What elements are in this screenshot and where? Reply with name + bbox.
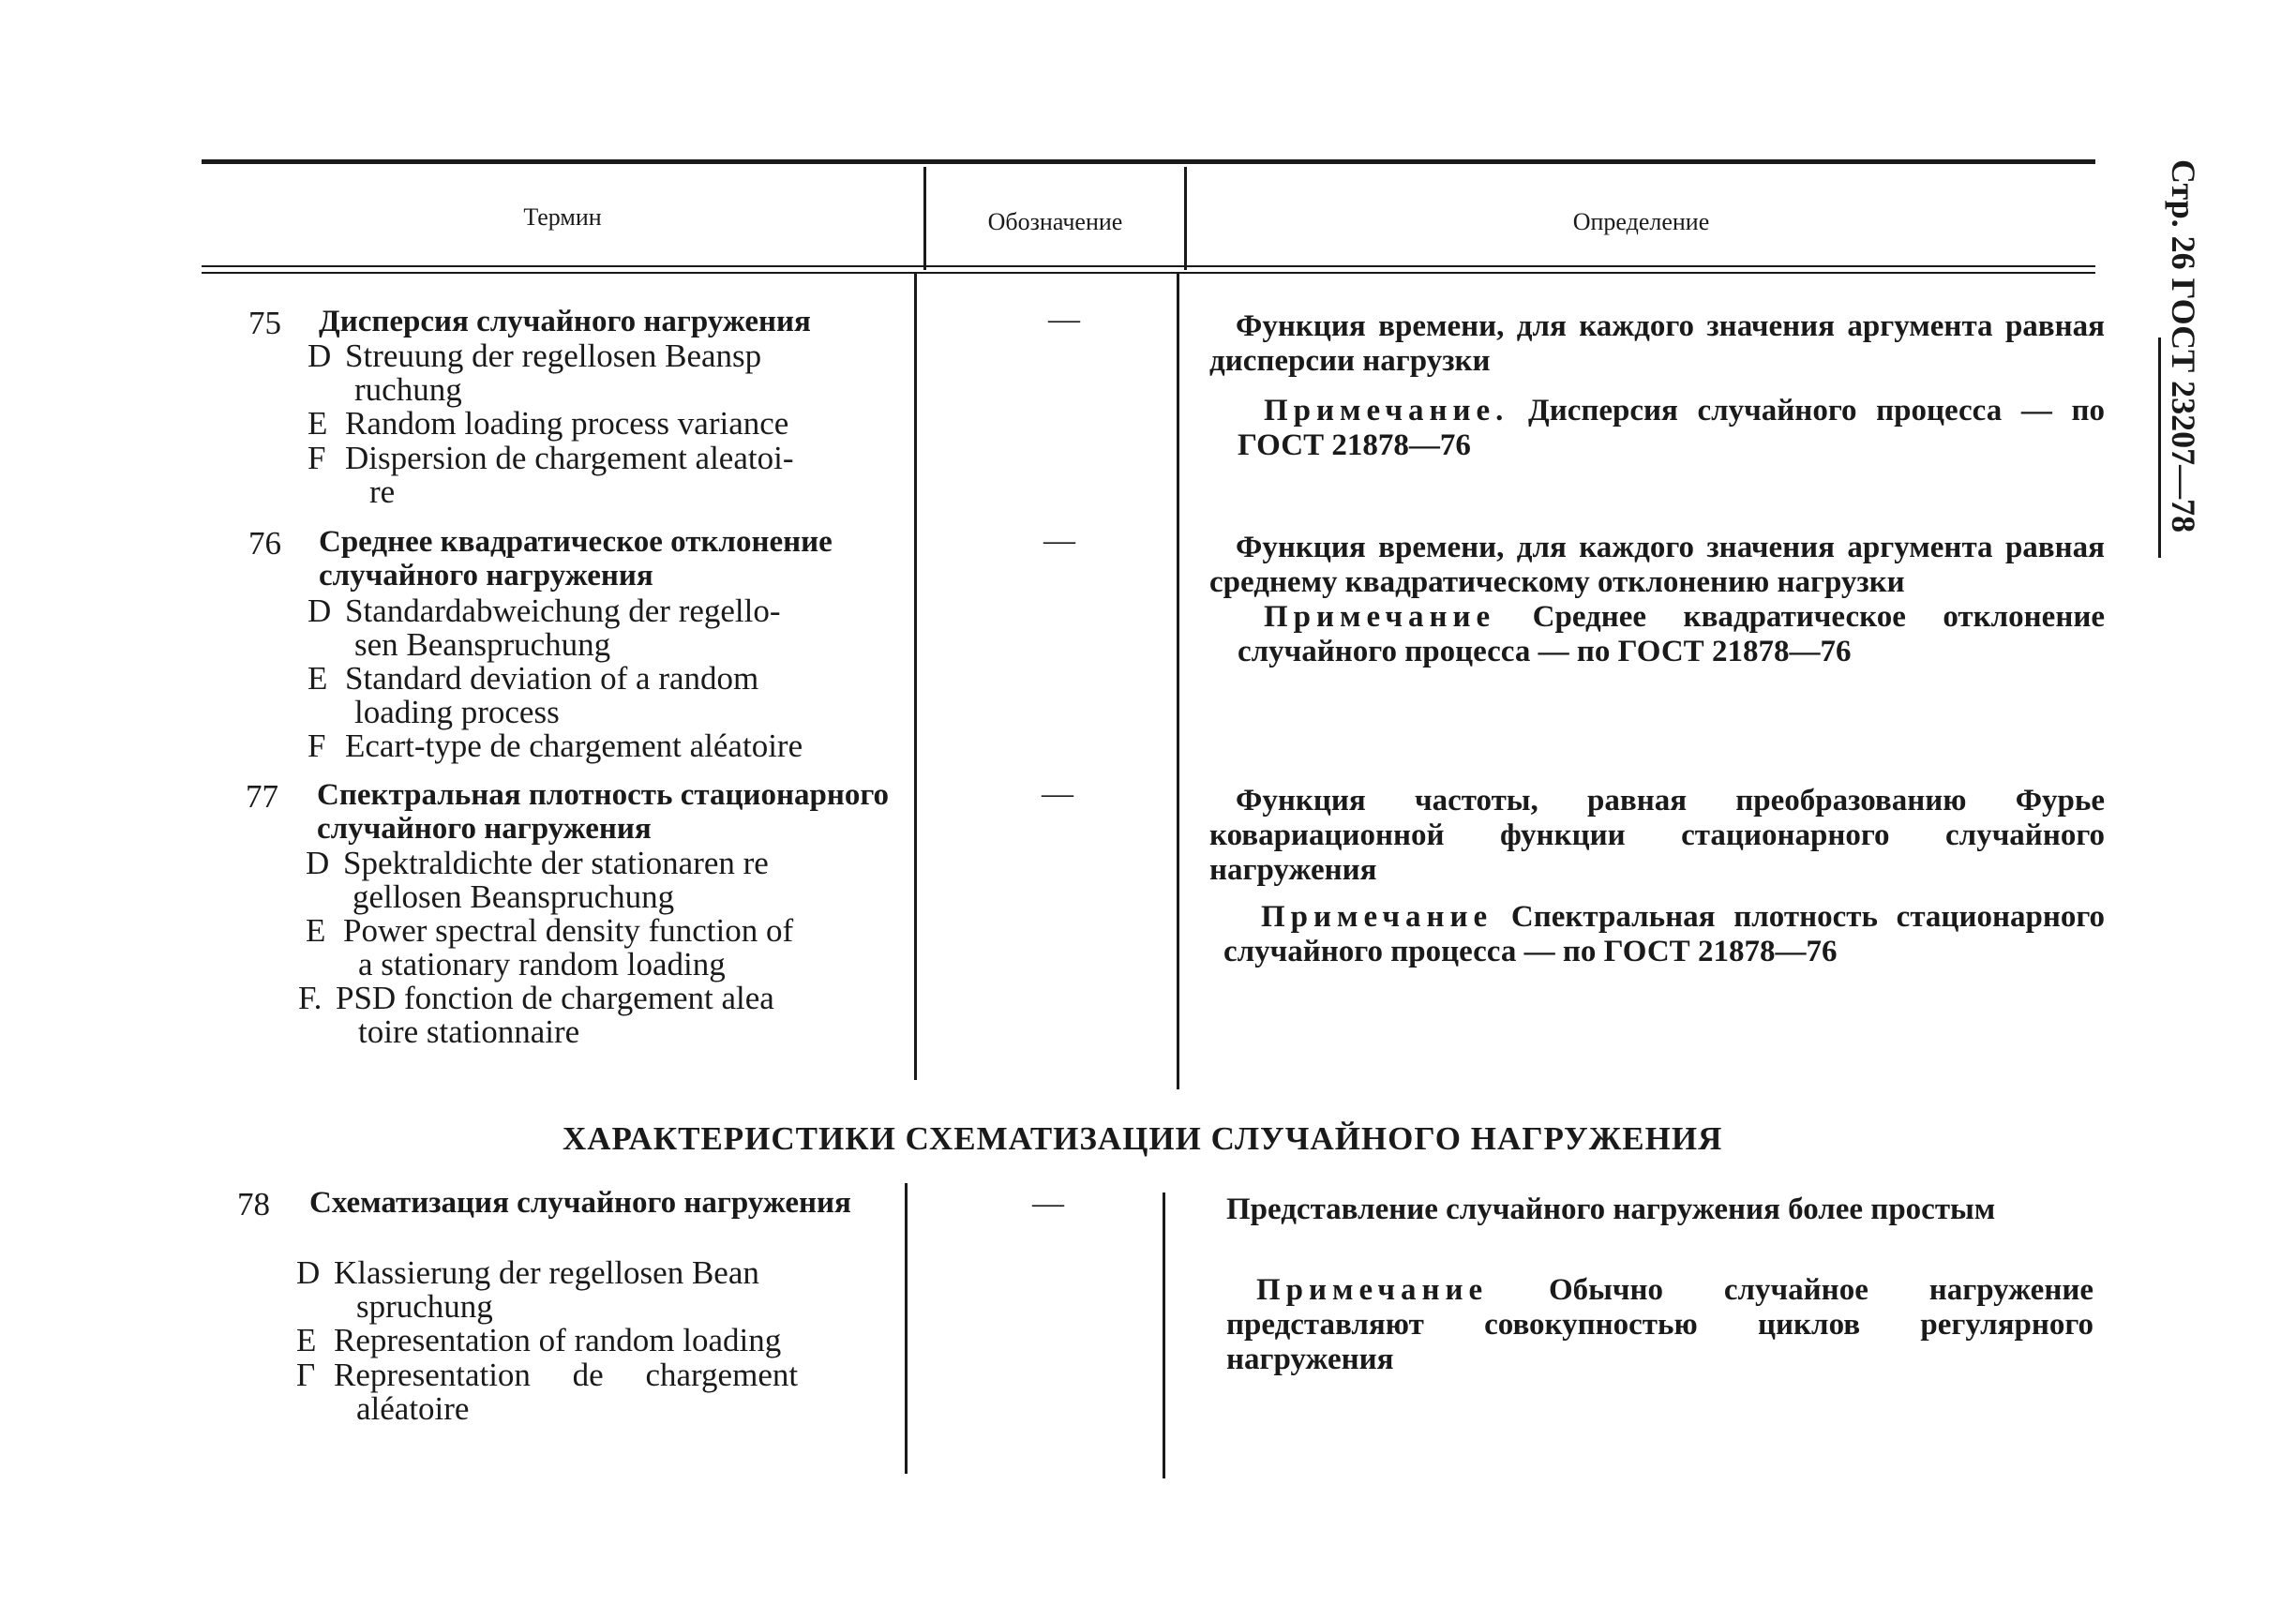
term-number: 76: [248, 525, 281, 562]
note-text: Спектральная плотность стационарного случайного процесса — по ГОСТ 21878—76: [1223, 900, 2105, 968]
term-english: [308, 662, 908, 729]
term-german: [308, 339, 908, 407]
lang-code: Г: [296, 1357, 316, 1393]
term-text: Standard deviation of a random: [345, 660, 759, 697]
body-separator-1: [914, 274, 917, 1080]
term-russian: Спектральная плотность стационарного случайного нагружения: [317, 778, 890, 846]
term-french: [298, 982, 908, 1049]
term-german: [308, 594, 908, 662]
lower-separator-2: [1163, 1192, 1165, 1478]
term-french: [308, 729, 917, 763]
lang-code: F: [308, 728, 326, 764]
header-bottom-rule-1: [202, 265, 2095, 267]
running-header: Стр. 26 ГОСТ 23207—78: [2165, 159, 2202, 533]
term-english: [296, 1324, 906, 1358]
term-text-cont: gellosen Beanspruchung: [353, 878, 675, 915]
term-text-cont: ruchung: [354, 371, 462, 408]
term-german: [306, 847, 906, 914]
definition: Функция времени, для каждого значения аргумента равная среднему квадратическому отклонению нагрузки: [1209, 531, 2105, 599]
term-number: 77: [246, 778, 278, 815]
term-text: Random loading process variance: [345, 405, 789, 442]
designation-dash: —: [1048, 302, 1080, 337]
note-label: Примечание.: [1264, 394, 1509, 428]
lang-code: E: [296, 1322, 317, 1358]
term-number: 78: [237, 1186, 270, 1222]
term-number: 75: [248, 305, 281, 341]
definition-note: [1226, 1273, 2093, 1377]
note-label: Примечание: [1264, 600, 1496, 634]
definition: Функция времени, для каждого значения аргумента равная дисперсии нагрузки: [1209, 309, 2105, 378]
term-text-cont: a stationary random loading: [358, 946, 726, 982]
section-title: ХАРАКТЕРИСТИКИ СХЕМАТИЗАЦИИ СЛУЧАЙНОГО НАГРУЖЕНИЯ: [563, 1120, 1723, 1157]
header-term: Термин: [523, 203, 602, 231]
term-english: [308, 407, 917, 441]
note-text: Дисперсия случайного процесса — по ГОСТ 21878—76: [1238, 394, 2105, 462]
term-text-cont: sen Beanspruchung: [354, 626, 611, 663]
term-text: Power spectral density function of: [343, 912, 794, 949]
lang-code: E: [308, 660, 328, 697]
term-text: Representation of random loading: [334, 1322, 782, 1358]
lang-code: D: [306, 845, 330, 881]
designation-dash: —: [1043, 523, 1075, 558]
term-text: Representation de chargement: [334, 1357, 799, 1393]
definition-note: [1238, 394, 2105, 463]
definition-note: [1223, 900, 2105, 969]
term-french: [296, 1358, 896, 1426]
term-russian: Среднее квадратическое отклонение случайного нагружения: [319, 525, 833, 592]
term-text: Klassierung der regellosen Bean: [334, 1254, 759, 1291]
term-text: Streuung der regellosen Beansp: [345, 338, 762, 374]
term-text-cont: aléatoire: [356, 1390, 470, 1427]
header-bottom-rule-2: [202, 272, 2095, 274]
note-label: Примечание: [1256, 1273, 1489, 1307]
note-text: Среднее квадратическое отклонение случайного процесса — по ГОСТ 21878—76: [1238, 600, 2105, 668]
term-text: Spektraldichte der stationaren re: [343, 845, 769, 881]
lang-code: F.: [298, 980, 323, 1016]
term-text: Dispersion de chargement aleatoi-: [345, 440, 794, 476]
term-text-cont: re: [369, 473, 396, 510]
lang-code: E: [306, 912, 326, 949]
definition-note: [1238, 600, 2105, 669]
term-russian: Дисперсия случайного нагружения: [319, 305, 811, 338]
lang-code: E: [308, 405, 328, 442]
term-text: Standardabweichung der regello-: [345, 592, 781, 629]
designation-dash: —: [1042, 776, 1073, 811]
header-designation: Обозначение: [987, 208, 1123, 235]
term-french: [308, 442, 908, 509]
definition: Представление случайного нагружения более простым: [1226, 1192, 1996, 1226]
lang-code: D: [308, 338, 332, 374]
body-separator-2: [1177, 274, 1179, 1089]
header-definition: Определение: [1572, 208, 1710, 235]
term-text: PSD fonction de chargement alea: [336, 980, 774, 1016]
term-text-cont: toire stationnaire: [358, 1013, 580, 1050]
lang-code: D: [308, 592, 332, 629]
term-text: Ecart-type de chargement aléatoire: [345, 728, 803, 764]
term-russian: Схематизация случайного нагружения: [309, 1186, 851, 1220]
side-rule: [2158, 338, 2161, 558]
table-top-rule: [202, 159, 2095, 164]
note-label: Примечание: [1261, 900, 1493, 934]
lang-code: F: [308, 440, 326, 476]
term-text-cont: spruchung: [356, 1288, 493, 1325]
note-text: Обычно случайное нагружение представляют совокупностью циклов регулярного нагружения: [1226, 1273, 2093, 1376]
definition: Функция частоты, равная преобразованию Фурье ковариационной функции стационарного случайного нагружения: [1209, 784, 2105, 887]
lang-code: D: [296, 1254, 321, 1291]
designation-dash: —: [1032, 1186, 1064, 1221]
term-german: [296, 1256, 896, 1324]
term-text-cont: loading process: [354, 694, 560, 730]
term-english: [306, 914, 906, 982]
